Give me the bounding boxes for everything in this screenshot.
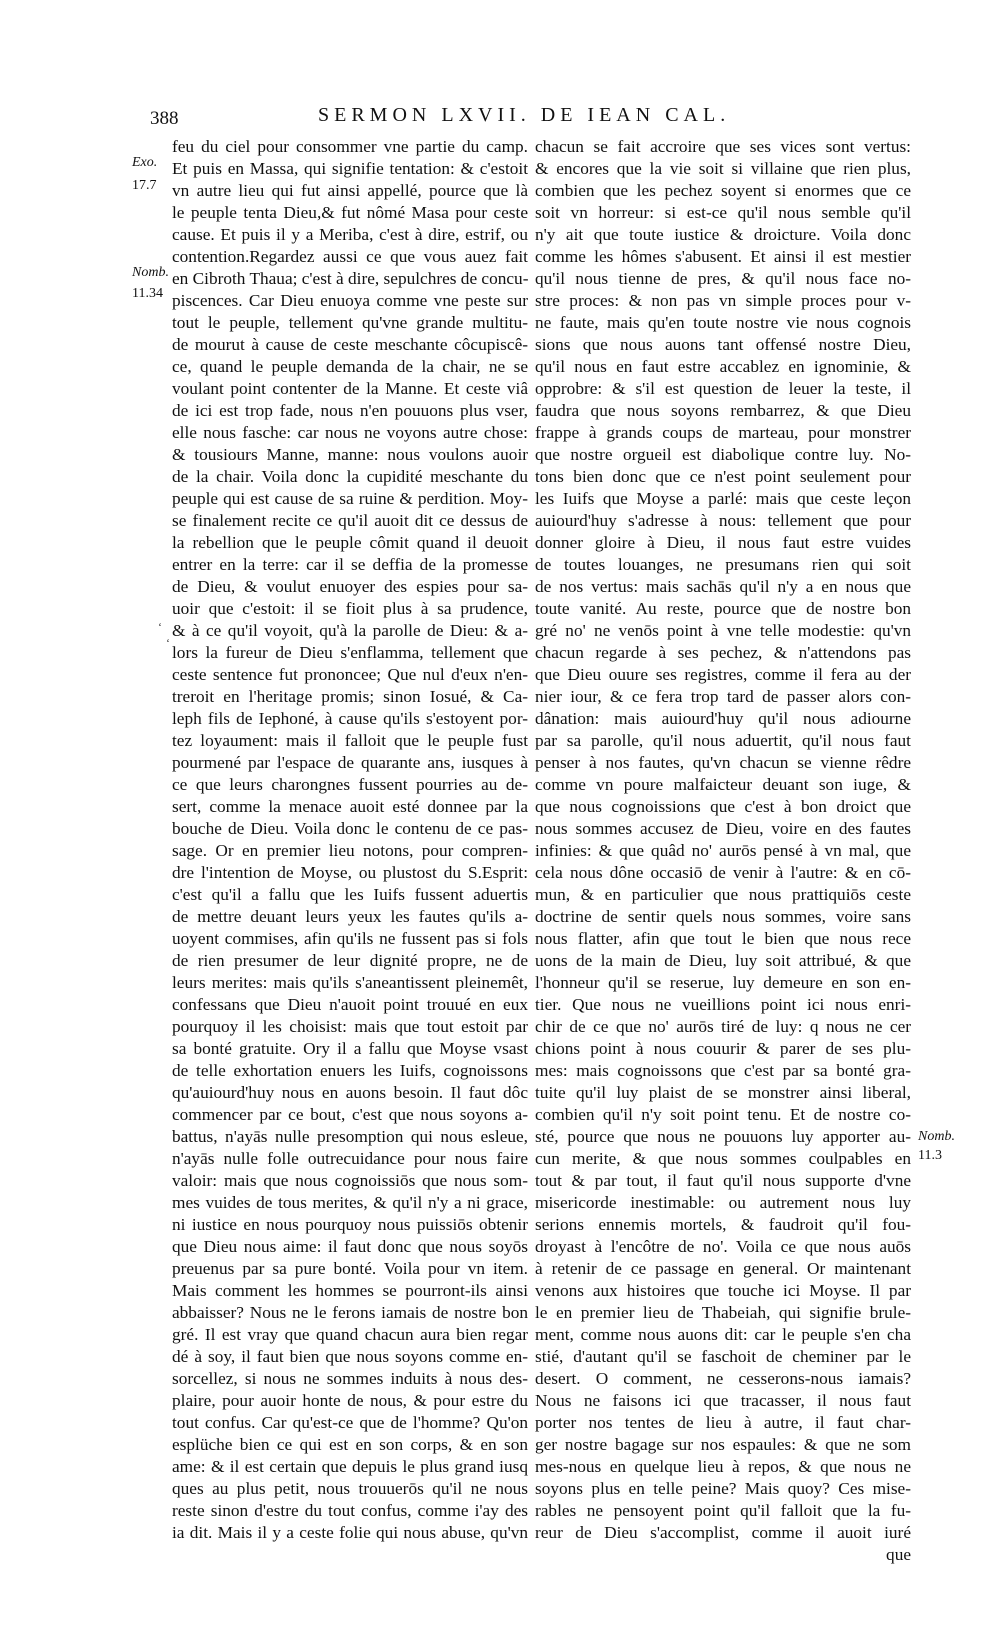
text-line: faudra que nous soyons rembarrez, & que Dieu bbox=[535, 401, 911, 420]
text-line: voulant point contenter de la Manne. Et ceste viâ bbox=[172, 379, 528, 398]
text-line: mes: mais cognoissons que c'est par sa bonté gra- bbox=[535, 1061, 911, 1080]
text-line: ce, quand le peuple demanda de la chair, ne se bbox=[172, 357, 528, 376]
text-line: qu'il nous tienne de pres, & qu'il nous face no- bbox=[535, 269, 911, 288]
page-number: 388 bbox=[150, 108, 179, 129]
text-line: de rien presumer de leur dignité propre, ne de bbox=[172, 951, 528, 970]
margin-note: Nomb. bbox=[132, 265, 169, 280]
text-line: cun merite, & que nous sommes coulpables en bbox=[535, 1149, 911, 1168]
text-line: desert. O comment, ne cesserons-nous iamais? bbox=[535, 1369, 911, 1388]
text-line: comme les hômes s'abusent. Et ainsi il est mestier bbox=[535, 247, 911, 266]
text-line: ame: & il est certain que depuis le plus grand iusq bbox=[172, 1457, 528, 1476]
text-line: mun, & en particulier que nous prattiquiōs ceste bbox=[535, 885, 911, 904]
text-line: Et puis en Massa, qui signifie tentation: & c'estoit bbox=[172, 159, 528, 178]
text-line: venons aux histoires que touche ici Moyse. Il par bbox=[535, 1281, 911, 1300]
text-line: & tousiours Manne, manne: nous voulons auoir bbox=[172, 445, 528, 464]
text-line: de Dieu, & voulut enuoyer des espies pour sa- bbox=[172, 577, 528, 596]
text-line: tout confus. Car qu'est-ce que de l'homme? Qu'on bbox=[172, 1413, 528, 1432]
text-line: que bbox=[886, 1545, 911, 1564]
text-line: piscences. Car Dieu enuoya comme vne peste sur bbox=[172, 291, 528, 310]
margin-note: 17.7 bbox=[132, 178, 157, 193]
text-line: frappe à grands coups de marteau, pour monstrer bbox=[535, 423, 911, 442]
text-line: ce que leurs charongnes fussent pourries au de- bbox=[172, 775, 528, 794]
text-line: tier. Que nous ne vueillions point ici nous enri- bbox=[535, 995, 911, 1014]
margin-note: Exo. bbox=[132, 155, 158, 170]
text-line: de nos vertus: mais sachās qu'il n'y a en nous que bbox=[535, 577, 911, 596]
text-line: pourmené par l'espace de quarante ans, iusques à bbox=[172, 753, 528, 772]
text-line: n'ayās nulle folle outrecuidance pour nous faire bbox=[172, 1149, 528, 1168]
text-line: de mourut à cause de ceste meschante côcupiscê- bbox=[172, 335, 528, 354]
text-line: donner gloire à Dieu, il nous faut estre vuides bbox=[535, 533, 911, 552]
text-line: stre proces: & non pas vn simple proces pour v- bbox=[535, 291, 911, 310]
margin-note: Nomb. bbox=[918, 1129, 955, 1144]
text-line: tuite qu'il luy plaist de se monstrer ainsi liberal, bbox=[535, 1083, 911, 1102]
text-line: par sa parolle, qu'il nous aduertit, qu'il nous faut bbox=[535, 731, 911, 750]
text-line: soit vn horreur: si est-ce qu'il nous semble qu'il bbox=[535, 203, 911, 222]
text-line: combien que les pechez soyent si enormes que ce bbox=[535, 181, 911, 200]
text-line: ger nostre bagage sur nos espaules: & que ne som bbox=[535, 1435, 911, 1454]
text-line: valoir: mais que nous cognoissiōs que nous som- bbox=[172, 1171, 528, 1190]
text-line: peuple qui est cause de sa ruine & perdition. Moy- bbox=[172, 489, 528, 508]
text-line: n'y ait que toute iustice & droicture. Voila donc bbox=[535, 225, 911, 244]
text-line: combien qu'il n'y soit point tenu. Et de nostre co- bbox=[535, 1105, 911, 1124]
margin-mark: ‘ bbox=[158, 620, 162, 634]
text-line: chir de ce que no' aurōs tiré de luy: q nous ne cer bbox=[535, 1017, 911, 1036]
margin-note: 11.3 bbox=[918, 1148, 942, 1163]
text-line: ni iustice en nous pourquoy nous puissiōs obtenir bbox=[172, 1215, 528, 1234]
text-line: serions ennemis mortels, & faudroit qu'il fou- bbox=[535, 1215, 911, 1234]
text-line: reste sinon d'estre du tout confus, comme i'ay des bbox=[172, 1501, 528, 1520]
text-line: confessans que Dieu n'auoit point trouué en eux bbox=[172, 995, 528, 1014]
text-line: nous sommes accusez de Dieu, voire en des fautes bbox=[535, 819, 911, 838]
text-line: chacun regarde à ses pechez, & n'attendons pas bbox=[535, 643, 911, 662]
text-line: ia dit. Mais il y a ceste folie qui nous abuse, qu'vn bbox=[172, 1523, 528, 1542]
text-line: dé à soy, il faut bien que nous soyons comme en- bbox=[172, 1347, 528, 1366]
text-line: dre l'intention de Moyse, ou plustost du S.Esprit: bbox=[172, 863, 528, 882]
text-line: stié, d'autant qu'il se faschoit de cheminer par le bbox=[535, 1347, 911, 1366]
text-line: à retenir de ce passage en general. Or maintenant bbox=[535, 1259, 911, 1278]
text-line: soyons plus en telle peine? Mais quoy? Ces mise- bbox=[535, 1479, 911, 1498]
text-line: sage. Or en premier lieu notons, pour compren- bbox=[172, 841, 528, 860]
text-line: entrer en la terre: car il se deffia de la promesse bbox=[172, 555, 528, 574]
text-line: leph fils de Iephoné, à cause qu'ils s'estoyent por- bbox=[172, 709, 528, 728]
text-line: misericorde inestimable: ou autrement nous luy bbox=[535, 1193, 911, 1212]
text-line: abbaisser? Nous ne le ferons iamais de nostre bon bbox=[172, 1303, 528, 1322]
text-line: que nostre orgueil est diabolique contre luy. No- bbox=[535, 445, 911, 464]
text-line: de telle exhortation enuers les Iuifs, cognoissons bbox=[172, 1061, 528, 1080]
text-line: tout le peuple, tellement qu'vne grande multitu- bbox=[172, 313, 528, 332]
text-line: comme vn poure malfaicteur deuant son iuge, & bbox=[535, 775, 911, 794]
text-line: cela nous dône occasiō de venir à l'autre: & en cō- bbox=[535, 863, 911, 882]
text-line: porter nos tentes de lieu à autre, il faut char- bbox=[535, 1413, 911, 1432]
text-line: treroit en l'heritage promis; sinon Iosué, & Ca- bbox=[172, 687, 528, 706]
text-line: elle nous fasche: car nous ne voyons autre chose: bbox=[172, 423, 528, 442]
text-line: nous flatter, afin que tout le bien que nous rece bbox=[535, 929, 911, 948]
text-line: Mais comment les hommes se pourront-ils ainsi bbox=[172, 1281, 528, 1300]
text-line: c'est qu'il a fallu que les Iuifs fussent aduertis bbox=[172, 885, 528, 904]
text-line: esplüche bien ce qui est en son corps, & en son bbox=[172, 1435, 528, 1454]
right-text-column bbox=[535, 136, 911, 1566]
text-line: rables ne pensoyent point qu'il falloit que la fu- bbox=[535, 1501, 911, 1520]
text-line: le peuple tenta Dieu,& fut nômé Masa pour ceste bbox=[172, 203, 528, 222]
text-line: vn autre lieu qui fut ainsi appellé, pource que là bbox=[172, 181, 528, 200]
text-line: se finalement recite ce qu'il auoit dit ce dessus de bbox=[172, 511, 528, 530]
text-line: Nous ne faisons ici que tracasser, il nous faut bbox=[535, 1391, 911, 1410]
text-line: les Iuifs que Moyse a parlé: mais que ceste leçon bbox=[535, 489, 911, 508]
text-line: gré. Il est vray que quand chacun aura bien regar bbox=[172, 1325, 528, 1344]
text-line: & à ce qu'il voyoit, qu'à la parolle de Dieu: & a- bbox=[172, 621, 528, 640]
text-line: la rebellion que le peuple cômit quand il deuoit bbox=[172, 533, 528, 552]
text-line: auiourd'huy s'adresse à nous: tellement que pour bbox=[535, 511, 911, 530]
text-line: leurs merites: mais qu'ils s'aneantissent pleinemêt, bbox=[172, 973, 528, 992]
margin-mark: ‘ bbox=[166, 636, 170, 650]
text-line: plaire, pour auoir honte de nous, & pour estre du bbox=[172, 1391, 528, 1410]
text-line: droyast à l'encôtre de no'. Voila ce que nous auōs bbox=[535, 1237, 911, 1256]
text-line: que nous cognoissions que c'est à bon droict que bbox=[535, 797, 911, 816]
text-line: preuenus par sa pure bonté. Voila pour vn item. bbox=[172, 1259, 528, 1278]
text-line: ment, comme nous auons dit: car le peuple s'en cha bbox=[535, 1325, 911, 1344]
text-line: ques au plus petit, nous trouuerōs qu'il ne nous bbox=[172, 1479, 528, 1498]
text-line: lors la fureur de Dieu s'enflamma, tellement que bbox=[172, 643, 528, 662]
text-line: uoyent commises, afin qu'ils ne fussent pas si fols bbox=[172, 929, 528, 948]
text-line: sorcellez, si nous ne sommes induits à nous des- bbox=[172, 1369, 528, 1388]
text-line: chions point à nous couurir & parer de ses plu- bbox=[535, 1039, 911, 1058]
text-line: l'honneur qu'il se reserue, luy demeure en son en- bbox=[535, 973, 911, 992]
text-line: nier iour, & ce fera trop tard de passer alors con- bbox=[535, 687, 911, 706]
text-line: sa bonté gratuite. Ory il a fallu que Moyse vsast bbox=[172, 1039, 528, 1058]
text-line: de ici est trop fade, nous n'en pouuons plus vser, bbox=[172, 401, 528, 420]
text-line: qu'il nous en faut estre accablez en ignominie, & bbox=[535, 357, 911, 376]
text-line: que Dieu nous aime: il faut donc que nous soyōs bbox=[172, 1237, 528, 1256]
text-line: de mettre deuant leurs yeux les fautes qu'ils a- bbox=[172, 907, 528, 926]
text-line: cause. Et puis il y a Meriba, c'est à dire, estrif, ou bbox=[172, 225, 528, 244]
text-line: dânation: mais auiourd'huy qu'il nous adiourne bbox=[535, 709, 911, 728]
text-line: infinies: & que quâd no' aurōs pensé à vn mal, que bbox=[535, 841, 911, 860]
text-line: penser à nos fautes, qu'vn chacun se vienne rêdre bbox=[535, 753, 911, 772]
text-line: uons de la main de Dieu, luy soit attribué, & que bbox=[535, 951, 911, 970]
margin-note: 11.34 bbox=[132, 286, 163, 301]
text-line: de la chair. Voila donc la cupidité meschante du bbox=[172, 467, 528, 486]
text-line: doctrine de sentir quels nous sommes, voire sans bbox=[535, 907, 911, 926]
text-line: en Cibroth Thaua; c'est à dire, sepulchres de concu- bbox=[172, 269, 528, 288]
text-line: tons bien donc que ce n'est point seulement pour bbox=[535, 467, 911, 486]
left-text-column bbox=[172, 136, 528, 1544]
text-line: battus, n'ayās nulle presomption qui nous esleue, bbox=[172, 1127, 528, 1146]
text-line: ne faute, mais qu'en toute nostre vie nous cognois bbox=[535, 313, 911, 332]
text-line: toute vanité. Au reste, pource que de nostre bon bbox=[535, 599, 911, 618]
text-line: ceste sentence fut prononcee; Que nul d'eux n'en- bbox=[172, 665, 528, 684]
text-line: que Dieu ouure ses registres, comme il fera au der bbox=[535, 665, 911, 684]
text-line: uoir que c'estoit: il se fioit plus à sa prudence, bbox=[172, 599, 528, 618]
text-line: gré no' ne venōs point à vne telle modestie: qu'vn bbox=[535, 621, 911, 640]
text-line: qu'auiourd'huy nous en auons besoin. Il faut dôc bbox=[172, 1083, 528, 1102]
text-line: tez loyaument: mais il falloit que le peuple fust bbox=[172, 731, 528, 750]
text-line: mes-nous en quelque lieu à repos, & que nous ne bbox=[535, 1457, 911, 1476]
text-line: commencer par ce bout, c'est que nous soyons a- bbox=[172, 1105, 528, 1124]
text-line: bouche de Dieu. Voila donc le contenu de ce pas- bbox=[172, 819, 528, 838]
text-line: sté, pource que nous ne pouuons luy apporter au- bbox=[535, 1127, 911, 1146]
text-line: le en premier lieu de Thabeiah, qui signifie brule- bbox=[535, 1303, 911, 1322]
text-line: opprobre: & s'il est question de leuer la teste, il bbox=[535, 379, 911, 398]
text-line: feu du ciel pour consommer vne partie du camp. bbox=[172, 137, 528, 156]
text-line: pourquoy il les choisist: mais que tout estoit par bbox=[172, 1017, 528, 1036]
text-line: contention.Regardez aussi ce que vous auez fait bbox=[172, 247, 528, 266]
text-line: de toutes louanges, ne presumans rien qui soit bbox=[535, 555, 911, 574]
text-line: reur de Dieu s'accomplist, comme il auoit iuré bbox=[535, 1523, 911, 1542]
running-title: SERMON LXVII. DE IEAN CAL. bbox=[318, 104, 731, 126]
text-line: chacun se fait accroire que ses vices sont vertus: bbox=[535, 137, 911, 156]
text-line: sert, comme la menace auoit esté donnee par la bbox=[172, 797, 528, 816]
text-line: tout & par tout, il faut qu'il nous supporte d'vne bbox=[535, 1171, 911, 1190]
text-line: & encores que la vie soit si villaine que rien plus, bbox=[535, 159, 911, 178]
text-line: mes vuides de tous merites, & qu'il n'y a ni grace, bbox=[172, 1193, 528, 1212]
text-line: sions que nous auons tant offensé nostre Dieu, bbox=[535, 335, 911, 354]
